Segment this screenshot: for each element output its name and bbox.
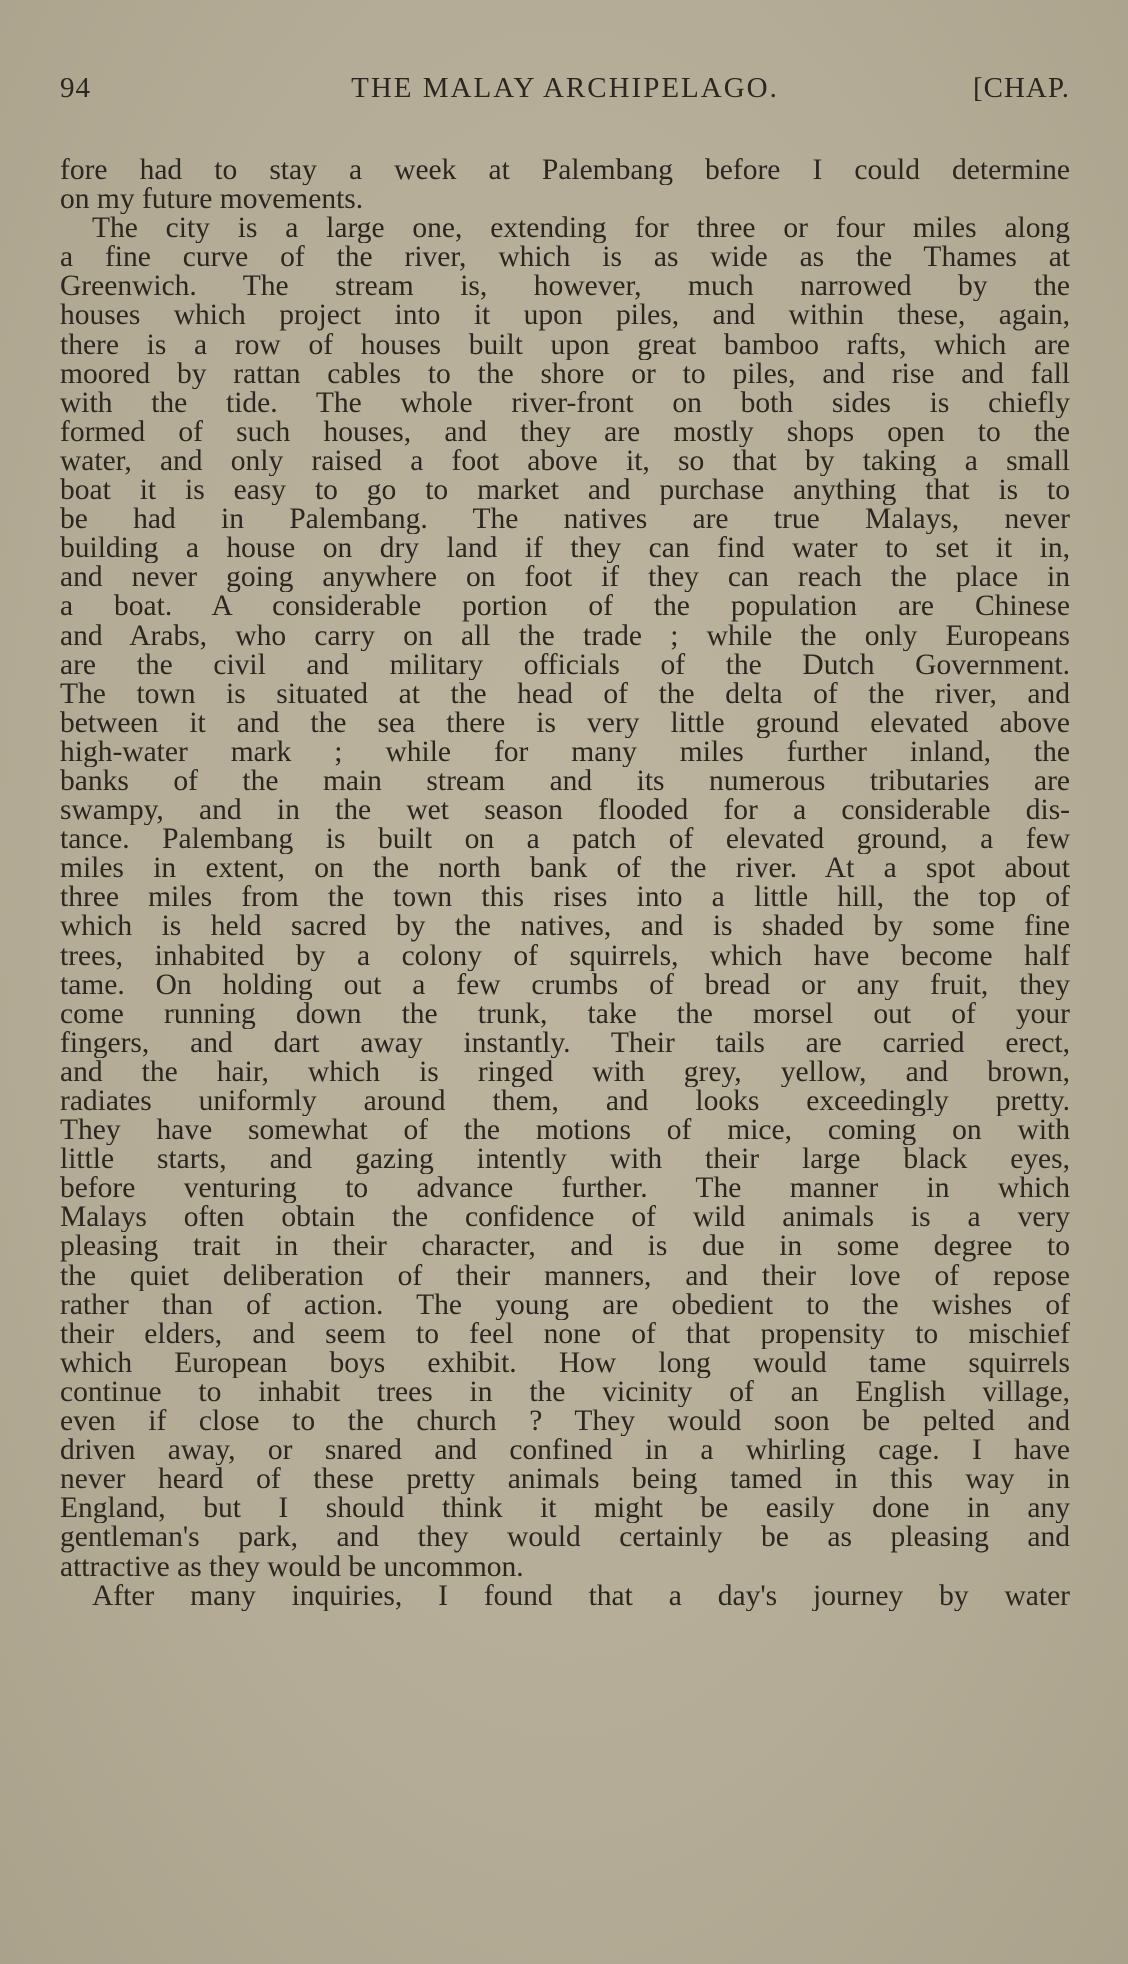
text-line: moored by rattan cables to the shore or to piles, and rise and fall xyxy=(60,359,1070,389)
text-line: their elders, and seem to feel none of that propensity to mischief xyxy=(60,1319,1070,1349)
text-line: banks of the main stream and its numerous tributaries are xyxy=(60,766,1070,797)
text-line: and the hair, which is ringed with grey, yellow, and brown, xyxy=(60,1057,1070,1087)
text-line: with the tide. The whole river-front on both sides is chiefly xyxy=(60,388,1070,418)
text-line: England, but I should think it might be easily done in any xyxy=(60,1494,1070,1524)
text-line: a fine curve of the river, which is as wide as the Thames at xyxy=(60,243,1070,273)
text-line: swampy, and in the wet season flooded for a considerable dis- xyxy=(60,796,1070,826)
text-line: never heard of these pretty animals being tamed in this way in xyxy=(60,1465,1070,1495)
text-line: boat it is easy to go to market and purchase anything that is to xyxy=(60,476,1070,506)
text-line: three miles from the town this rises into a little hill, the top of xyxy=(60,883,1070,913)
text-line: rather than of action. The young are obedient to the wishes of xyxy=(60,1290,1070,1320)
text-line: little starts, and gazing intently with their large black eyes, xyxy=(60,1145,1070,1175)
running-title: THE MALAY ARCHIPELAGO. xyxy=(351,72,779,104)
paragraph-first-line: After many inquiries, I found that a day's journey by water xyxy=(92,1581,1070,1611)
text-line: The town is situated at the head of the delta of the river, and xyxy=(60,679,1070,709)
text-line: tame. On holding out a few crumbs of bread or any fruit, they xyxy=(60,970,1070,1000)
text-line: gentleman's park, and they would certainly be as pleasing and xyxy=(60,1523,1070,1553)
text-line: be had in Palembang. The natives are true Malays, never xyxy=(60,505,1070,535)
text-line: the quiet deliberation of their manners, and their love of repose xyxy=(60,1261,1070,1291)
text-line: which is held sacred by the natives, and is shaded by some fine xyxy=(60,912,1070,942)
text-line: a boat. A considerable portion of the population are Chinese xyxy=(60,592,1070,622)
text-line: before venturing to advance further. The manner in which xyxy=(60,1174,1070,1204)
text-line: fingers, and dart away instantly. Their tails are carried erect, xyxy=(60,1028,1070,1058)
text-line: building a house on dry land if they can find water to set it in, xyxy=(60,534,1070,564)
text-line: high-water mark ; while for many miles further inland, the xyxy=(60,737,1070,767)
text-line: tance. Palembang is built on a patch of elevated ground, a few xyxy=(60,825,1070,855)
body-text xyxy=(60,156,1070,1611)
text-line: driven away, or snared and confined in a whirling cage. I have xyxy=(60,1436,1070,1466)
text-line: Greenwich. The stream is, however, much narrowed by the xyxy=(60,272,1070,302)
text-line: water, and only raised a foot above it, so that by taking a small xyxy=(60,446,1070,477)
text-line: They have somewhat of the motions of mice, coming on with xyxy=(60,1116,1070,1146)
text-line: and never going anywhere on foot if they can reach the place in xyxy=(60,563,1070,593)
text-line: continue to inhabit trees in the vicinity of an English village, xyxy=(60,1377,1070,1408)
text-line: radiates uniformly around them, and looks exceedingly pretty. xyxy=(60,1087,1070,1117)
text-line: on my future movements. xyxy=(60,185,364,215)
text-line: attractive as they would be uncommon. xyxy=(60,1552,524,1582)
text-line: fore had to stay a week at Palembang before I could determine xyxy=(60,156,1070,186)
text-line: houses which project into it upon piles, and within these, again, xyxy=(60,301,1070,331)
text-line: between it and the sea there is very little ground elevated above xyxy=(60,708,1070,738)
text-line: there is a row of houses built upon great bamboo rafts, which are xyxy=(60,330,1070,360)
page-number: 94 xyxy=(60,72,91,104)
text-line: trees, inhabited by a colony of squirrels, which have become half xyxy=(60,941,1070,971)
running-head xyxy=(60,72,1070,112)
chapter-marker: [CHAP. xyxy=(972,72,1070,104)
text-line: which European boys exhibit. How long would tame squirrels xyxy=(60,1348,1070,1378)
text-line: Malays often obtain the confidence of wild animals is a very xyxy=(60,1203,1070,1233)
paragraph-first-line: The city is a large one, extending for three or four miles along xyxy=(92,214,1070,244)
text-line: and Arabs, who carry on all the trade ; while the only Europeans xyxy=(60,621,1070,651)
text-line: come running down the trunk, take the morsel out of your xyxy=(60,999,1070,1029)
text-line: formed of such houses, and they are mostly shops open to the xyxy=(60,417,1070,447)
text-line: pleasing trait in their character, and is due in some degree to xyxy=(60,1232,1070,1262)
text-line: miles in extent, on the north bank of the river. At a spot about xyxy=(60,854,1070,884)
text-line: are the civil and military officials of the Dutch Government. xyxy=(60,650,1070,680)
text-line: even if close to the church ? They would soon be pelted and xyxy=(60,1407,1070,1437)
